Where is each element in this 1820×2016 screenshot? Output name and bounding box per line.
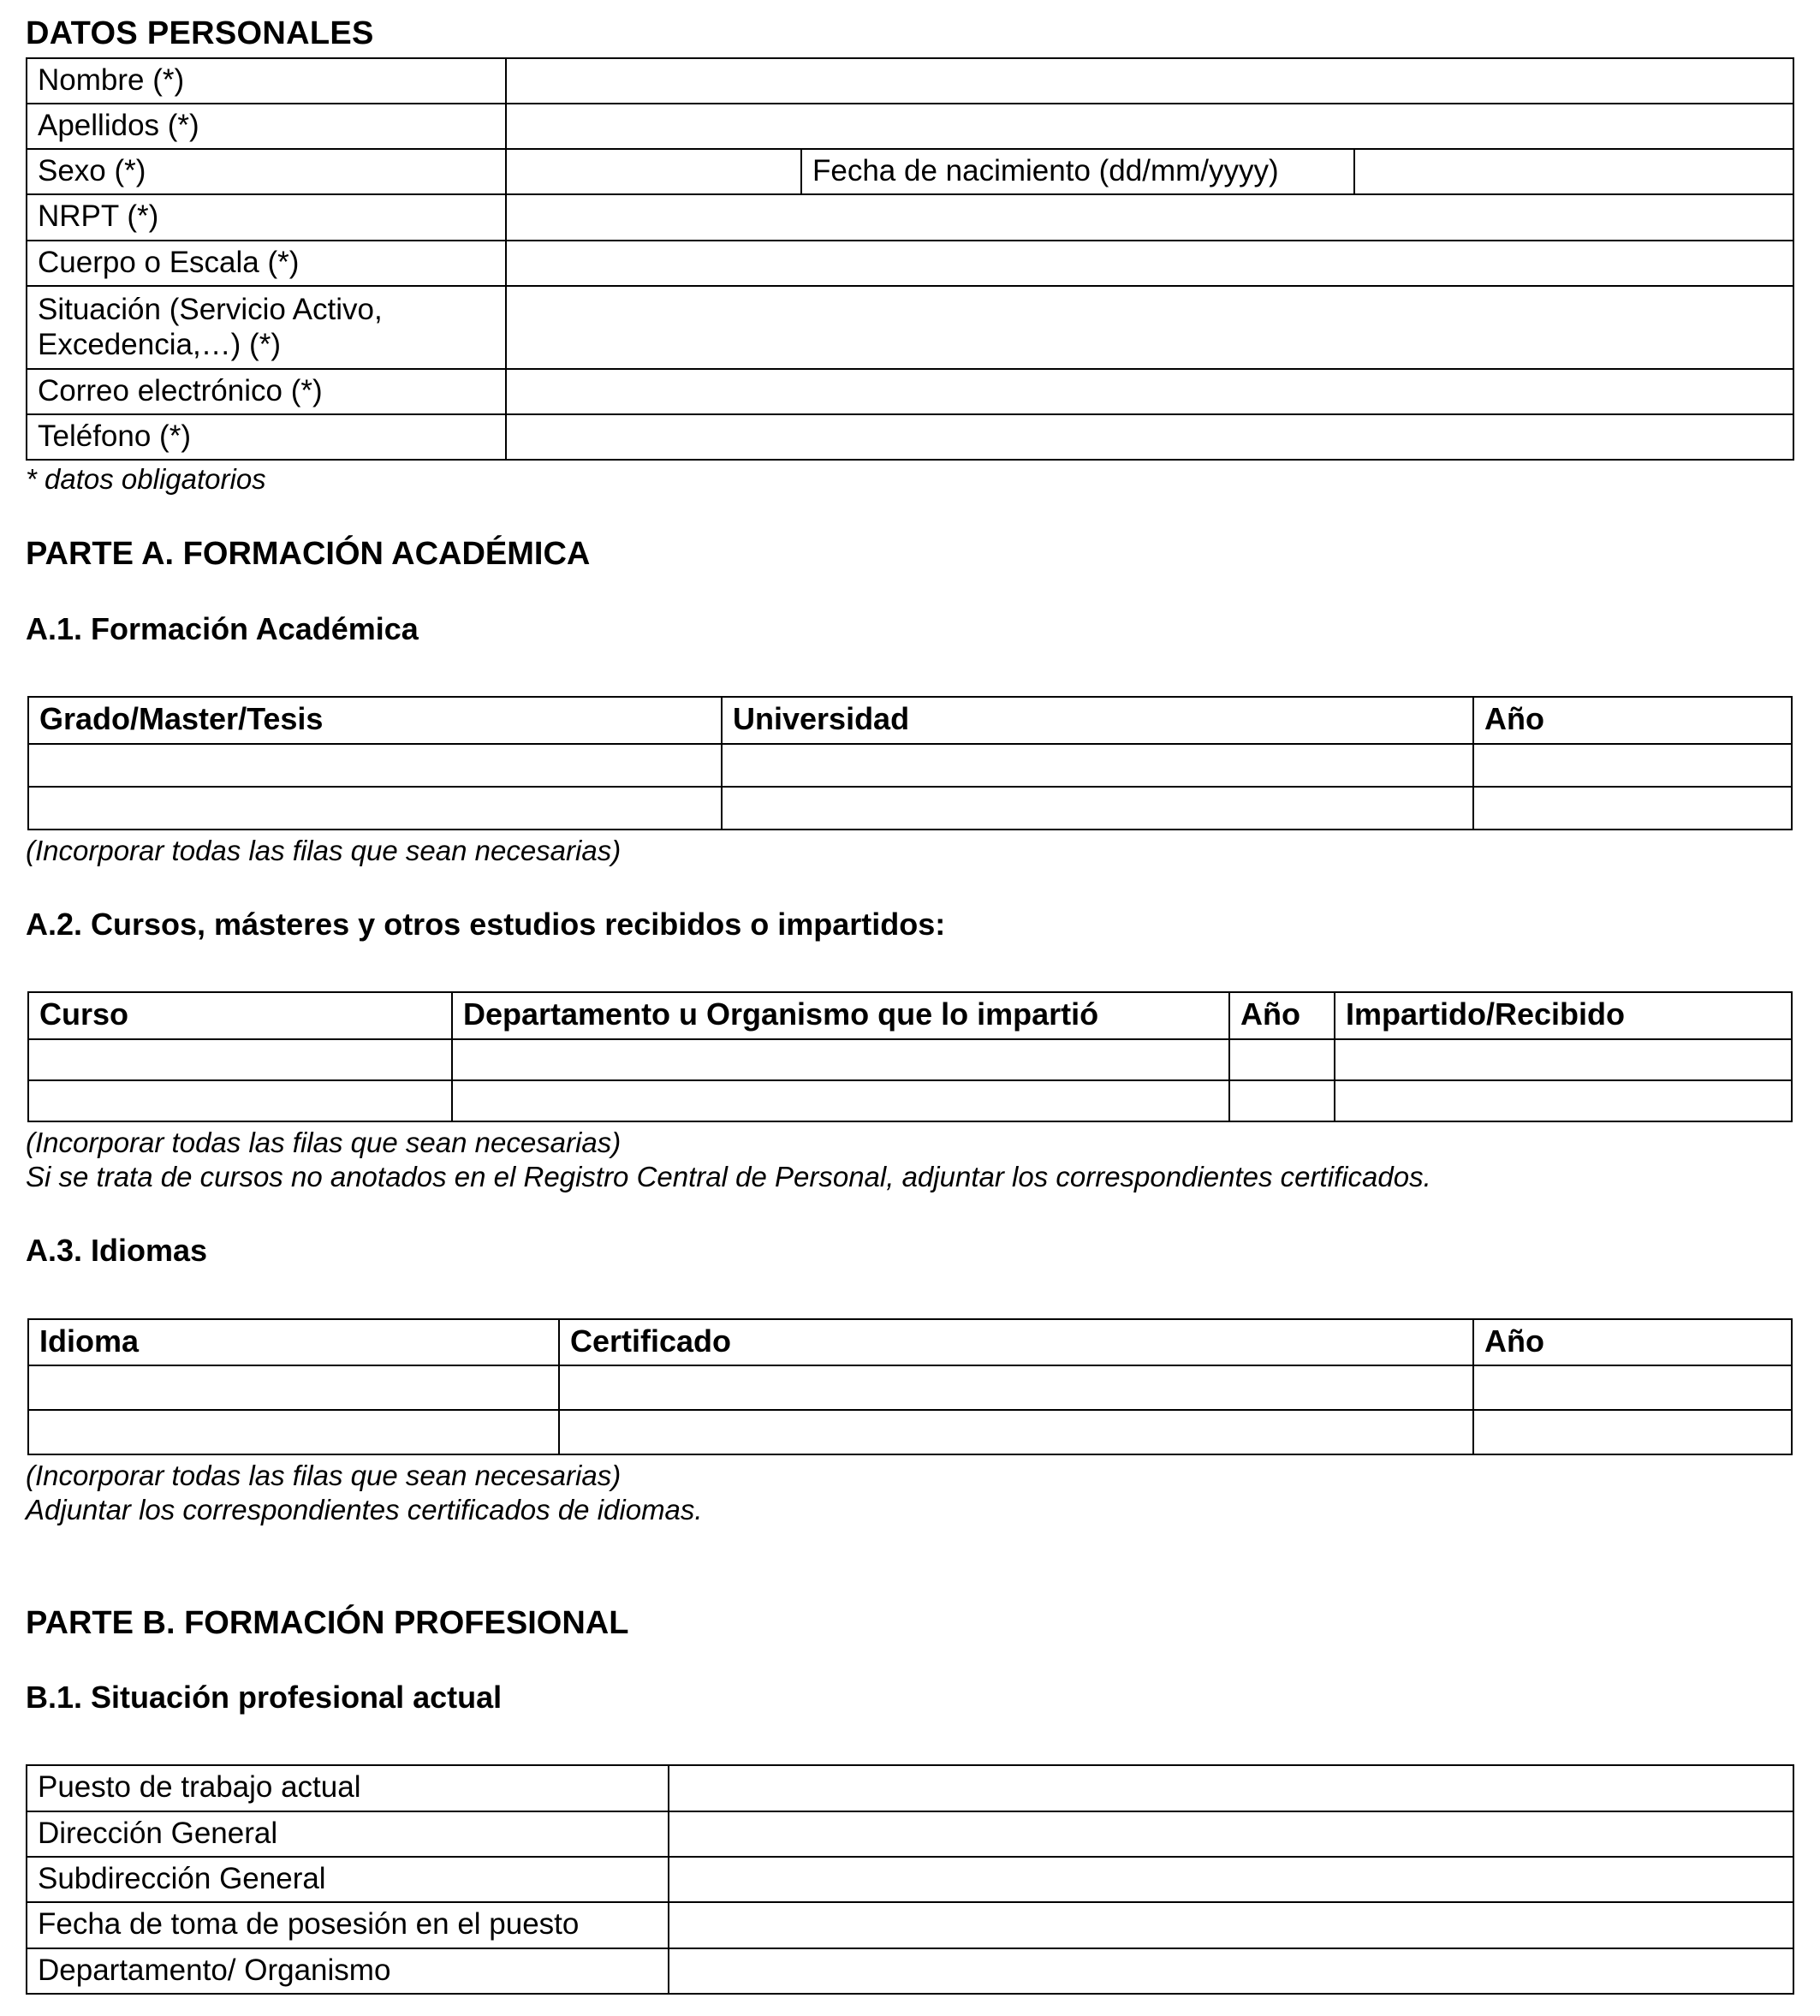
field-label-fecha-toma-posesion: Fecha de toma de posesión en el puesto [27,1902,669,1948]
table-header-row [28,992,1792,1038]
field-value-departamento-organismo[interactable] [669,1948,1793,1994]
section-a2-title: A.2. Cursos, másteres y otros estudios recibidos o impartidos: [26,907,946,943]
field-label-direccion-general: Dirección General [27,1811,669,1857]
table-row [27,149,1793,194]
cell-departamento[interactable] [452,1039,1229,1080]
table-row [27,1811,1793,1857]
table-row [28,1365,1792,1410]
part-b-title: PARTE B. FORMACIÓN PROFESIONAL [26,1604,629,1641]
cell-grado[interactable] [28,744,722,787]
field-label-subdireccion-general: Subdirección General [27,1857,669,1902]
table-row [28,1080,1792,1121]
field-value-subdireccion-general[interactable] [669,1857,1793,1902]
column-header-grado-master-tesis: Grado/Master/Tesis [28,697,722,743]
field-label-sexo: Sexo (*) [27,149,506,194]
field-value-nrpt[interactable] [506,194,1793,240]
field-value-nombre[interactable] [506,58,1793,104]
field-label-apellidos: Apellidos (*) [27,104,506,149]
cell-curso[interactable] [28,1080,452,1121]
a3-idiomas-table [27,1318,1793,1455]
cell-ano[interactable] [1229,1080,1335,1121]
b1-situacion-profesional-table [26,1764,1794,1994]
cell-certificado[interactable] [559,1410,1473,1454]
cell-universidad[interactable] [722,744,1473,787]
column-header-idioma: Idioma [28,1319,559,1365]
cell-certificado[interactable] [559,1365,1473,1410]
field-value-sexo[interactable] [506,149,801,194]
field-value-correo[interactable] [506,369,1793,414]
a1-formacion-academica-table [27,696,1793,830]
table-row [28,787,1792,830]
field-value-fecha-nacimiento[interactable] [1354,149,1793,194]
cell-universidad[interactable] [722,787,1473,830]
table-row [27,104,1793,149]
table-row [27,1857,1793,1902]
cell-grado[interactable] [28,787,722,830]
column-header-ano: Año [1473,697,1792,743]
table-row [27,369,1793,414]
field-value-direccion-general[interactable] [669,1811,1793,1857]
part-a-title: PARTE A. FORMACIÓN ACADÉMICA [26,536,591,573]
cell-ano[interactable] [1229,1039,1335,1080]
table-row [27,58,1793,104]
field-label-puesto-trabajo-actual: Puesto de trabajo actual [27,1765,669,1811]
field-value-apellidos[interactable] [506,104,1793,149]
cell-idioma[interactable] [28,1410,559,1454]
column-header-ano: Año [1473,1319,1792,1365]
section-a1-title: A.1. Formación Académica [26,611,419,647]
table-row [28,744,1792,787]
a3-rows-note: (Incorporar todas las filas que sean necesarias) [26,1460,622,1492]
table-row [28,1410,1792,1454]
personal-data-table [26,57,1794,461]
field-label-situacion: Situación (Servicio Activo, Excedencia,…) (*) [27,286,506,369]
field-label-cuerpo-escala: Cuerpo o Escala (*) [27,241,506,286]
column-header-departamento-organismo: Departamento u Organismo que lo impartió [452,992,1229,1038]
table-row [27,414,1793,460]
field-label-nrpt: NRPT (*) [27,194,506,240]
table-row [27,1902,1793,1948]
field-label-correo: Correo electrónico (*) [27,369,506,414]
section-a3-title: A.3. Idiomas [26,1233,208,1269]
table-header-row [28,1319,1792,1365]
field-value-fecha-toma-posesion[interactable] [669,1902,1793,1948]
cell-ano[interactable] [1473,1410,1792,1454]
field-value-puesto-trabajo-actual[interactable] [669,1765,1793,1811]
cell-idioma[interactable] [28,1365,559,1410]
cell-departamento[interactable] [452,1080,1229,1121]
table-row [27,194,1793,240]
table-row [27,1765,1793,1811]
column-header-curso: Curso [28,992,452,1038]
field-value-situacion[interactable] [506,286,1793,369]
cell-curso[interactable] [28,1039,452,1080]
table-row [27,286,1793,369]
column-header-ano: Año [1229,992,1335,1038]
table-row [27,241,1793,286]
a1-rows-note: (Incorporar todas las filas que sean necesarias) [26,834,622,866]
field-label-telefono: Teléfono (*) [27,414,506,460]
field-label-fecha-nacimiento: Fecha de nacimiento (dd/mm/yyyy) [801,149,1354,194]
section-title-datos-personales: DATOS PERSONALES [26,15,374,51]
cell-impartido-recibido[interactable] [1335,1039,1792,1080]
column-header-universidad: Universidad [722,697,1473,743]
required-fields-note: * datos obligatorios [26,463,266,496]
field-value-cuerpo-escala[interactable] [506,241,1793,286]
cell-ano[interactable] [1473,1365,1792,1410]
column-header-certificado: Certificado [559,1319,1473,1365]
a2-rows-note: (Incorporar todas las filas que sean necesarias) [26,1126,622,1158]
a2-certificates-note: Si se trata de cursos no anotados en el Registro Central de Personal, adjuntar los correspondientes certificados. [26,1161,1431,1193]
field-label-nombre: Nombre (*) [27,58,506,104]
field-label-departamento-organismo: Departamento/ Organismo [27,1948,669,1994]
cell-ano[interactable] [1473,744,1792,787]
field-value-telefono[interactable] [506,414,1793,460]
table-row [28,1039,1792,1080]
table-header-row [28,697,1792,743]
column-header-impartido-recibido: Impartido/Recibido [1335,992,1792,1038]
a3-certificates-note: Adjuntar los correspondientes certificados de idiomas. [26,1494,703,1526]
table-row [27,1948,1793,1994]
cell-ano[interactable] [1473,787,1792,830]
cell-impartido-recibido[interactable] [1335,1080,1792,1121]
section-b1-title: B.1. Situación profesional actual [26,1680,503,1716]
a2-cursos-table [27,991,1793,1121]
